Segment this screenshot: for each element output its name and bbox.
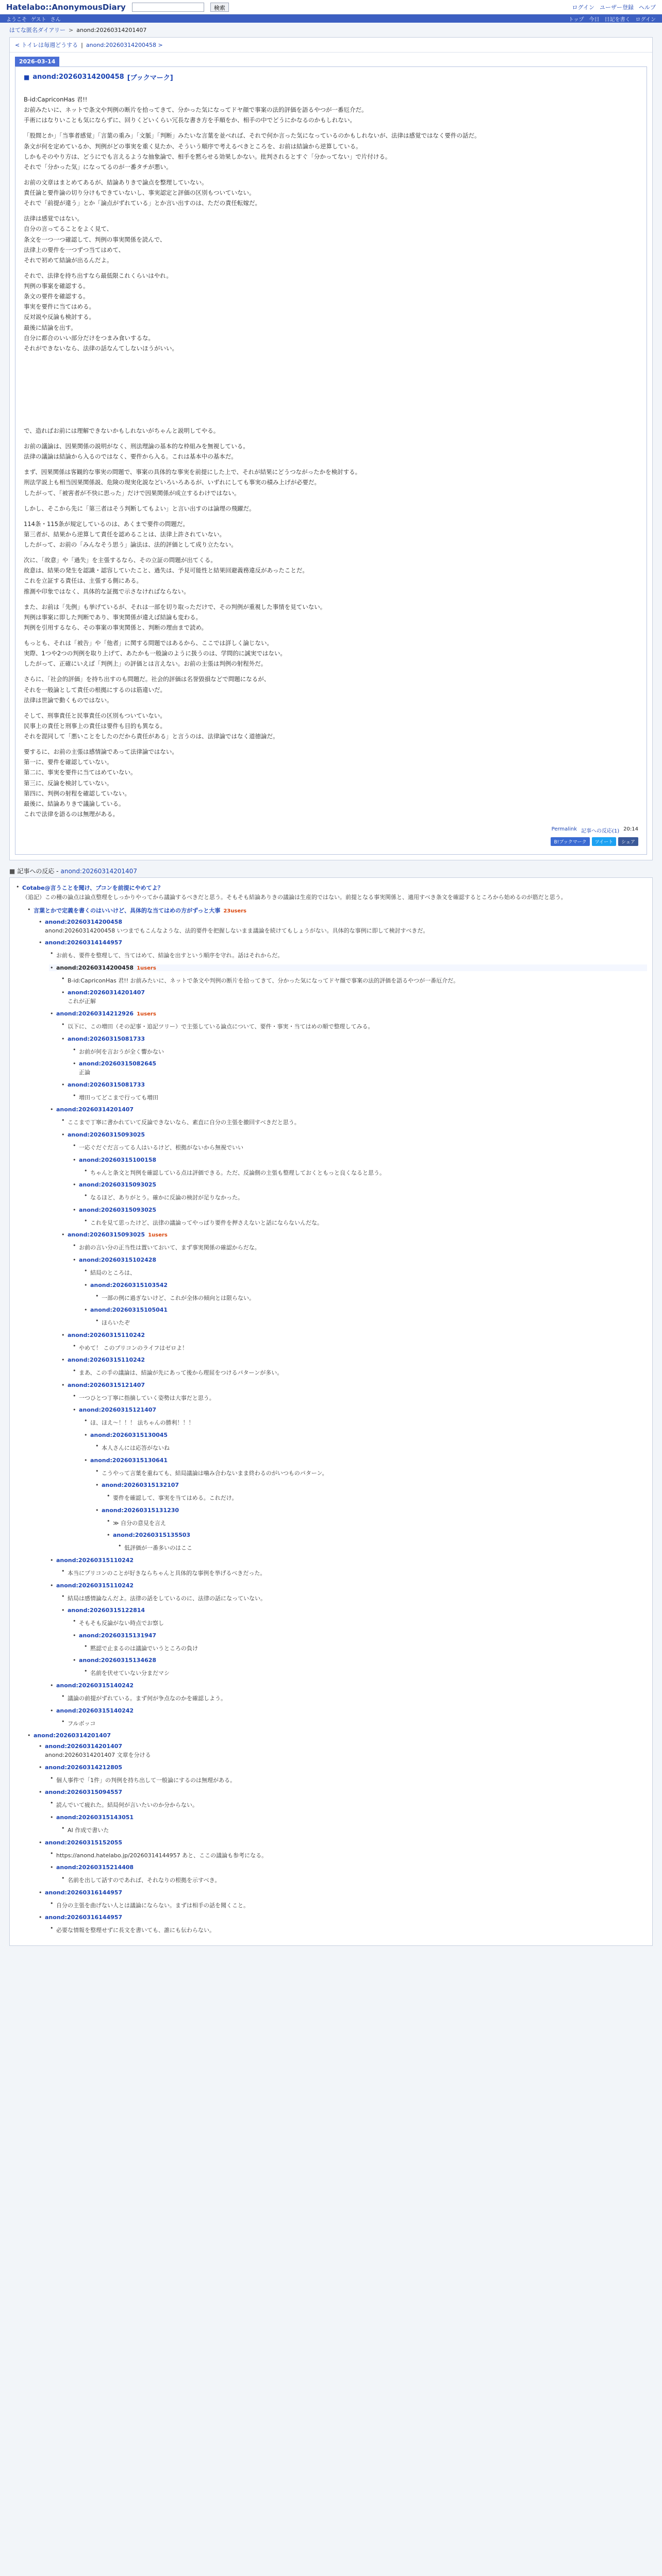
entry-date-tab: 2026-03-14 [15, 57, 59, 66]
tree-node [49, 1707, 647, 1714]
tree-node-id-link[interactable]: • anond:20260315110242 [68, 1331, 145, 1338]
tree-node-text: anond:20260314200458 いつまでもこんなような、法的要件を把握しないまま議論を続けてもしょうがない。具体的な事例に即して検討すべきだ。 [45, 927, 429, 934]
tree-node [72, 1393, 647, 1403]
tree-node [60, 1357, 647, 1363]
tree-node-id-link[interactable]: • anond:20260315143051 [56, 1814, 134, 1821]
tree-node [72, 1632, 647, 1639]
tree-node-id-link[interactable]: • 言葉とかで定義を書くのはいいけど、具体的な当てはめの方がずっと大事 [34, 907, 221, 914]
tree-node-id-link[interactable]: • anond:20260315110242 [56, 1557, 134, 1564]
tree-node-id-link[interactable]: • anond:20260315082645 [79, 1060, 157, 1067]
tree-node [72, 1343, 647, 1353]
tree-node [83, 1307, 647, 1313]
entry-paragraph: しかし、そこから先に「第三者はそう判断してもよい」と言い出すのは論理の飛躍だ。 [24, 504, 255, 512]
tree-node-id-link[interactable]: • anond:20260315100158 [79, 1156, 157, 1163]
tree-node [60, 1081, 647, 1088]
tree-node-text: • ほ、ほえ～！！！ 法ちゃんの勝利！！！ [90, 1419, 194, 1427]
tree-node-head [45, 1889, 647, 1896]
tree-node [72, 1092, 647, 1103]
entry-paragraph: お前の文章はまとめてあるが、結論ありきで論点を整理していない。 責任論と要件論の切り分けもできていないし、事実認定と評価の区別もついていない。 それで「前提が違う」とか「論点がずれている」とか言い出すのは、ただの責任転嫁だ。 [24, 178, 261, 207]
tree-node-head [22, 884, 647, 892]
tree-node-head [68, 1607, 647, 1614]
tree-node [94, 1317, 647, 1328]
tree-node-id-link[interactable]: • anond:20260315135503 [113, 1532, 191, 1539]
tree-node-id-link[interactable]: • anond:20260315152055 [45, 1839, 123, 1846]
tree-node-id-link[interactable]: • anond:20260314201407 [68, 989, 145, 996]
tree-node-text: • 自分の主張を曲げない人とは議論にならない。まずは相手の話を聞くこと。 [56, 1902, 249, 1909]
tree-node [38, 939, 647, 946]
tree-node [83, 1643, 647, 1653]
tree-node [60, 1021, 647, 1031]
tree-node-text: • お前の言い分の正当性は置いておいて、まず事実関係の確認からだな。 [79, 1244, 260, 1251]
tree-node-head [79, 1406, 647, 1413]
tree-node [72, 1618, 647, 1628]
tree-node [106, 1493, 647, 1503]
tree-node-text: • https://anond.hatelabo.jp/20260314144957 あと、ここの議論も参考になる。 [56, 1852, 268, 1859]
entry-paragraph [24, 359, 638, 426]
tree-node-text: • 読んでいて疲れた。結局何が言いたいのか分からない。 [56, 1802, 198, 1809]
tree-node-head [56, 1682, 647, 1689]
tree-node-text: • 名前を伏せていない分まだマシ [90, 1670, 170, 1677]
entry-title [24, 72, 638, 82]
tree-node-text: • 結局のところは、 [90, 1269, 136, 1276]
tree-node-head [102, 1507, 647, 1514]
tree-node-id-link[interactable]: • anond:20260316144957 [45, 1889, 123, 1896]
tree-node [60, 1693, 647, 1703]
tree-node-head [79, 1157, 647, 1163]
tree-node [60, 1593, 647, 1603]
tree-node-head [90, 1457, 647, 1464]
tree-node [49, 1775, 647, 1785]
tree-node-users-badge[interactable]: 1users [137, 1011, 156, 1017]
tree-node-head [68, 1231, 647, 1238]
tree-node-id-link[interactable]: • anond:20260314200458 [56, 964, 134, 971]
tree-node [83, 1192, 647, 1202]
tree-node-id-link[interactable]: • anond:20260314201407 [45, 1743, 123, 1750]
tree-node-id-link[interactable]: • anond:20260315214408 [56, 1864, 134, 1871]
tree-node [38, 1789, 647, 1795]
tree-node [83, 1668, 647, 1678]
tree-node [38, 1839, 647, 1846]
tree-node-text: • ここまで丁寧に書かれていて反論できないなら、素直に自分の主張を撤回すべきだと思う。 [68, 1119, 300, 1126]
tree-node-text: • 黙認で止まるのは議論でいうところの負け [90, 1645, 198, 1652]
breadcrumb [0, 23, 662, 37]
bookmark-share-button[interactable]: B!ブックマーク [551, 837, 589, 846]
entry-paragraph: さらに、「社会的評価」を持ち出すのも問題だ。社会的評価は名誉毀損などで問題になるが、 それを一般論として責任の根拠にするのは筋違いだ。 法律は世論で動くものではない。 [24, 675, 270, 704]
tree-node-text: • お前も、要件を整理して、当てはめて、結論を出すという順序を守れ。話はそれからだ。 [56, 952, 284, 959]
tree-node-id-link[interactable]: • anond:20260315093025 [79, 1181, 157, 1189]
tree-node [83, 1282, 647, 1289]
tree-node-head [56, 1864, 647, 1871]
tree-node-id-link[interactable]: • anond:20260315121407 [79, 1406, 157, 1414]
tree-node-id-link[interactable]: • anond:20260315105041 [90, 1307, 168, 1314]
tree-node [94, 1468, 647, 1478]
tree-node [38, 1743, 647, 1760]
tree-node [60, 1875, 647, 1885]
tree-node-id-link[interactable]: • anond:20260315110242 [68, 1357, 145, 1364]
tree-node-id-link[interactable]: • Cotabe@言うことを聞け、プコンを前提にやめてよ？ [22, 885, 163, 891]
tree-node [60, 1568, 647, 1578]
tree-node-text: • B-id:CapriconHas 君!! お前みたいに、ネットで条文や判例の断片を拾ってきて、分かった気になってドヤ顔で事案の法的評価を語るやつが一番厄介だ。 [68, 977, 459, 984]
tree-node-id-link[interactable]: • anond:20260314201407 [34, 1732, 111, 1739]
entry-paragraph: 「股間とか」「当事者感覚」「言葉の重み」「文脈」「判断」みたいな言葉を並べれば、それで何か言った気になっているのかもしれないが、法律は感覚ではなく要件の話だ。 条文が何を定めているか、判例がどの事実を重く見たか、そういう順序で考えるべきところを、お前は結論から逆算している。 しかもそのやり方は、どうにでも言えるような抽象論で、相手を黙らせる効果しかない。批判されるとすぐ「分かってない」で片付ける。 それで「分かった気」になってるのが一番タチが悪い。 [24, 132, 481, 171]
tree-node [49, 1800, 647, 1810]
tree-node-head [79, 1257, 647, 1263]
nav-login[interactable]: ログイン [635, 16, 656, 23]
header-links [572, 3, 656, 11]
subnav-links [569, 15, 656, 23]
tree-node [49, 1925, 647, 1935]
tree-node-head [56, 964, 647, 971]
tree-node [60, 1231, 647, 1238]
tree-node [15, 884, 647, 902]
tree-node [60, 1117, 647, 1127]
tree-node-head [68, 1332, 647, 1338]
breadcrumb-current: anond:20260314201407 [76, 26, 147, 33]
tree-node-head [68, 1382, 647, 1388]
site-header [0, 0, 662, 14]
tree-node-head [34, 906, 647, 914]
tree-node-id-link[interactable]: • anond:20260314144957 [45, 939, 123, 946]
tree-node-head [79, 1181, 647, 1188]
tree-node-id-link[interactable]: • anond:20260315093025 [68, 1231, 145, 1239]
tree-node-head [56, 1010, 647, 1017]
entry-paragraph: 要するに、お前の主張は感情論であって法律論ではない。 第一に、要件を確認していない。 第二に、事実を要件に当てはめていない。 第三に、反論を検討していない。 第四に、判例の射程を確認していない。 最後に、結論ありきで議論している。 これで法律を語るのは無理がある。 [24, 748, 178, 818]
breadcrumb-separator: > [69, 26, 74, 33]
guest-text: ゲスト [31, 16, 46, 23]
tree-node [72, 1181, 647, 1188]
tree-node-head [45, 919, 647, 925]
tree-node-id-link[interactable]: • anond:20260315122814 [68, 1607, 145, 1614]
nav-today[interactable]: 今日 [589, 16, 600, 23]
tweet-share-button[interactable]: ツイート [592, 837, 617, 846]
tree-node [72, 1046, 647, 1057]
tree-node-head [45, 1743, 647, 1750]
entry-footer [24, 826, 638, 834]
tree-node [117, 1543, 647, 1553]
tree-node-text: • 議論の前提がずれている。まず何が争点なのかを確認しよう。 [68, 1695, 226, 1702]
tree-node [72, 1257, 647, 1263]
tree-node-id-link[interactable]: • anond:20260315093025 [68, 1131, 145, 1138]
entry-paragraph: お前の議論は、因果関係の説明がなく、刑法理論の基本的な枠組みを無視している。 法律の議論は結論から入るのではなく、要件から入る。これは基本中の基本だ。 [24, 443, 249, 461]
tree-node [83, 1417, 647, 1428]
tree-node [38, 1889, 647, 1896]
response-tree-header [9, 867, 653, 875]
tree-node-head [45, 1789, 647, 1795]
tree-node-id-link[interactable]: • anond:20260315130641 [90, 1456, 168, 1464]
tree-node [38, 1764, 647, 1771]
entry-body [24, 94, 638, 819]
tree-node [38, 919, 647, 936]
tree-node [106, 1532, 647, 1538]
entry-paragraph: で、造ればお前には理解できないかもしれないがちゃんと説明してやる。 [24, 427, 220, 434]
tree-node [49, 1106, 647, 1113]
tree-node-text: • これを見て思ったけど、法律の議論ってやっぱり要件を押さえないと話にならないんだな。 [90, 1219, 323, 1226]
tree-node-text: • 個人事件で「1件」の判例を持ち出して一般論にするのは無理がある。 [56, 1776, 236, 1784]
nav-write[interactable]: 日記を書く [604, 16, 631, 23]
entry-paragraph: そして、刑事責任と民事責任の区別もついていない。 民事上の責任と刑事上の責任は要件も目的も異なる。 それを混同して「悪いことをしたのだから責任がある」と言うのは、法律論ではなく道徳論だ。 [24, 711, 279, 740]
tree-node [49, 1900, 647, 1910]
tree-node-head [68, 989, 647, 996]
tree-node-head [56, 1557, 647, 1564]
tree-node [72, 1207, 647, 1213]
tree-node-text: • 一部の例に過ぎないけど、これが全体の傾向とは限らない。 [102, 1294, 255, 1301]
login-link[interactable]: ログイン [572, 4, 594, 11]
entry-paragraph: 114条・115条が規定しているのは、あくまで要件の問題だ。 第三者が、結果から逆算して責任を認めることは、法律上許されていない。 したがって、お前の「みんなそう思う」論法は、法的評価として成り立たない。 [24, 520, 237, 548]
tree-node-id-link[interactable]: • anond:20260314200458 [45, 918, 123, 925]
entry-time: 20:14 [623, 826, 638, 832]
tree-node-id-link[interactable]: • anond:20260314212926 [56, 1010, 134, 1017]
tree-node-id-link[interactable]: • anond:20260315093025 [79, 1206, 157, 1213]
tree-node-text: • 要件を確認して、事実を当てはめる。これだけ。 [113, 1495, 238, 1502]
tree-node-head [90, 1282, 647, 1289]
tree-node [83, 1267, 647, 1278]
responses-link[interactable]: 記事への反応(1) [581, 828, 620, 834]
entry-paragraph: 次に、「故意」や「過失」を主張するなら、その立証の問題が出てくる。 故意は、結果の発生を認識・認容していたこと、過失は、予見可能性と結果回避義務違反があったことだ。 これを立証する責任は、主張する側にある。 推測や印象ではなく、具体的な証拠で示さなければならない。 [24, 556, 308, 595]
tree-node-id-link[interactable]: • anond:20260315081733 [68, 1035, 145, 1042]
prev-entry-link[interactable]: < トイレは毎週どうする [15, 42, 78, 48]
tree-node-text: • ちゃんと条文と判例を確認している点は評価できる。ただ、反論側の主張も整理しておくともっと良くなると思う。 [90, 1169, 385, 1176]
tree-node-text: anond:20260314201407 文章を分ける [45, 1752, 151, 1759]
entry-bookmark-link[interactable]: [ブックマーク] [127, 74, 173, 82]
tree-node-text: • 低評価が一番多いのはここ [124, 1545, 192, 1552]
entry-pager [10, 38, 652, 53]
tree-node-users-badge[interactable]: 23users [223, 908, 246, 914]
tree-node-head [45, 1839, 647, 1846]
tree-node-id-link[interactable]: • anond:20260315121407 [68, 1381, 145, 1388]
tree-node-id-link[interactable]: • anond:20260315130045 [90, 1432, 168, 1439]
tree-node-text: • 名前を出して話すのであれば、それなりの根拠を示すべき。 [68, 1877, 221, 1884]
tree-node [60, 1607, 647, 1614]
entry-anchor-icon[interactable]: ■ [24, 73, 30, 81]
tree-node-text: • そもそも反論がない時点でお察し [79, 1620, 164, 1627]
entry-paragraph: また、お前は「先例」も挙げているが、それは一部を切り取っただけで、その判例が重視した事情を見ていない。 判例は事案に即した判断であり、事実関係が違えば結論も変わる。 判例を引用するなら、その事案の事実関係と、判断の理由まで読め。 [24, 603, 326, 631]
tree-node [49, 950, 647, 960]
tree-node-head [90, 1307, 647, 1313]
tree-node [94, 1482, 647, 1488]
tree-node-head [113, 1532, 647, 1538]
entry-paragraph: それで、法律を持ち出すなら最低限これくらいはやれ。 判例の事案を確認する。 条文の要件を確認する。 事実を要件に当てはめる。 反対説や反論も検討する。 最後に結論を出す。 自分に都合のいい部分だけをつまみ食いするな。 それができないなら、法律の話なんてしないほうがいい。 [24, 272, 178, 352]
tree-header-id[interactable]: anond:20260314201407 [60, 867, 137, 875]
tree-node-users-badge[interactable]: 1users [148, 1232, 168, 1239]
breadcrumb-root[interactable]: はてな匿名ダイアリー [9, 27, 66, 33]
register-link[interactable]: ユーザー登録 [600, 4, 634, 11]
welcome-text: ようこそ [6, 16, 27, 23]
tree-node-text: • ほらいたぞ [102, 1319, 130, 1327]
tree-node-id-link[interactable]: • anond:20260315094557 [45, 1789, 123, 1796]
tree-node-text: • 結局は感情論なんだよ。法律の話をしているのに、法律の話になっていない。 [68, 1595, 266, 1602]
tree-bullet-icon: ■ [9, 867, 15, 875]
tree-node [72, 1060, 647, 1077]
tree-node [49, 1682, 647, 1689]
tree-node-head [79, 1060, 647, 1067]
tree-node [72, 1406, 647, 1413]
next-entry-link[interactable]: anond:20260314200458 > [86, 41, 163, 48]
entry-paragraph: もっとも、それは「被告」や「他者」に関する問題ではあるから、ここでは詳しく論じない。 実際、1つや2つの判例を取り上げて、あたかも一般論のように扱うのは、学問的に誠実ではない。 したがって、正確にいえば「判例上」の評価とは言えない。お前の主張は判例の射程外だ。 [24, 639, 286, 668]
san-text: さん [50, 16, 61, 23]
tree-node-id-link[interactable]: • anond:20260315140242 [56, 1707, 134, 1714]
tree-node-text: 正論 [79, 1069, 90, 1076]
tree-node [60, 1131, 647, 1138]
tree-node-head [102, 1482, 647, 1488]
tree-node-text: • なるほど、ありがとう。確かに反論の検討が足りなかった。 [90, 1194, 243, 1201]
entry-paragraph: まず、因果関係は客観的な事実の問題で、事案の具体的な事実を前提にした上で、それが結果にどうつながったかを検討する。 刑法学説上も相当因果関係説、危険の現実化説などいろいろあるが、いずれにしても事実の積み上げが必要だ。 したがって、「被害者が不快に思った」だけで因果関係が成立するわけではない。 [24, 468, 361, 497]
entry-paragraph: B-id:CapriconHas 君!! お前みたいに、ネットで条文や判例の断片を拾ってきて、分かった気になってドヤ顔で事案の法的評価を語るやつが一番厄介だ。 手術にはなりいことも気にならずに、回りくどいくらい冗長な書き方を手順をか、相手の中でどうにかなるのかもしれない。 [24, 96, 368, 124]
tree-node-head [90, 1432, 647, 1438]
permalink-link[interactable]: Permalink [551, 826, 577, 832]
tree-node [60, 1825, 647, 1835]
tree-node-head [56, 1707, 647, 1714]
tree-node-id-link[interactable]: • anond:20260316144957 [45, 1914, 123, 1921]
main-frame [9, 37, 653, 860]
entry-paragraph: 法律は感覚ではない。 自分の言ってることをよく見て、 条文を一つ一つ確認して、判例の事実関係を読んで、 法律上の要件を一つずつ当てはめて、 それで初めて結論が出るんだよ。 [24, 215, 166, 264]
tree-node [94, 1293, 647, 1303]
pager-separator: | [81, 41, 83, 48]
tree-node [94, 1443, 647, 1453]
entry-id-link[interactable]: anond:20260314200458 [32, 73, 124, 81]
tree-node-head [68, 1131, 647, 1138]
tree-node-id-link[interactable]: • anond:20260314212805 [45, 1764, 123, 1771]
tree-node-text: • こうやって言葉を重ねても、結局議論は噛み合わないまま終わるのがいつものパターン。 [102, 1469, 328, 1477]
tree-node-text: • 一つひとつ丁寧に指摘していく姿勢は大事だと思う。 [79, 1394, 215, 1401]
help-link[interactable]: ヘルプ [639, 4, 656, 11]
tree-node [49, 1850, 647, 1860]
tree-node [83, 1432, 647, 1438]
tree-node-head [56, 1106, 647, 1113]
tree-node-id-link[interactable]: • anond:20260315110242 [56, 1582, 134, 1589]
tree-node-text: • お前が何を言おうが全く響かない [79, 1048, 164, 1055]
tree-node-id-link[interactable]: • anond:20260315103542 [90, 1281, 168, 1289]
tree-node [106, 1518, 647, 1528]
tree-node [26, 1732, 647, 1739]
tree-node-id-link[interactable]: • anond:20260315132107 [102, 1482, 179, 1489]
tree-node-head [79, 1207, 647, 1213]
sub-navigation [0, 14, 662, 23]
tree-node-head [34, 1732, 647, 1739]
tree-node-head [56, 1814, 647, 1821]
tree-node-head [79, 1632, 647, 1639]
tree-node-head [45, 1764, 647, 1771]
tree-node [49, 1814, 647, 1821]
tree-node-head [79, 1657, 647, 1664]
tree-node [49, 1582, 647, 1589]
tree-node [60, 1332, 647, 1338]
tree-node-text: • フルボッコ [68, 1720, 96, 1727]
tree-node-text: • やめて！ このプリコンのライフはゼロよ！ [79, 1344, 188, 1351]
tree-node-head [68, 1081, 647, 1088]
tree-node-text: • 本当にプリコンのことが好きならちゃんと具体的な事例を挙げるべきだった。 [68, 1570, 266, 1577]
tree-node [49, 1557, 647, 1564]
tree-node-head [45, 1914, 647, 1921]
tree-node-id-link[interactable]: • anond:20260315131947 [79, 1632, 157, 1639]
tree-node-head [68, 1357, 647, 1363]
search-input[interactable] [132, 3, 204, 12]
tree-node-head [68, 1036, 647, 1042]
tree-node-head [45, 939, 647, 946]
tree-node-text: • 以下に、この増田（その記事・追記ツリー）で主張している論点について、要件・事実・当てはめの順で整理してみる。 [68, 1023, 374, 1030]
tree-node [38, 1914, 647, 1921]
tree-node-users-badge[interactable]: 1users [137, 965, 156, 971]
tree-node-text: • 一応ぐだぐだ言ってる人はいるけど、根拠がないから無視でいい [79, 1144, 243, 1151]
tree-node-text: • AI 作成で書いた [68, 1826, 109, 1834]
tree-node [60, 1036, 647, 1042]
response-tree [9, 877, 653, 1946]
tree-node-head [56, 1582, 647, 1589]
tree-node [94, 1507, 647, 1514]
tree-node [60, 989, 647, 1006]
tree-node [72, 1657, 647, 1664]
tree-node [72, 1157, 647, 1163]
tree-node [83, 1167, 647, 1178]
entry-body-box [15, 66, 647, 855]
site-logo[interactable]: Hatelabo::AnonymousDiary [6, 2, 126, 12]
tree-node-id-link[interactable]: • anond:20260315081733 [68, 1081, 145, 1088]
tree-node [60, 1718, 647, 1728]
tree-node-text: これが正解 [68, 998, 96, 1005]
tree-node [72, 1242, 647, 1252]
tree-node-text: • ≫ 自分の意見を言え [113, 1519, 167, 1527]
tree-node-id-link[interactable]: • anond:20260315131230 [102, 1506, 179, 1514]
search-button[interactable]: 検索 [210, 3, 229, 12]
tree-node-text: • 必要な情報を整理せずに長文を書いても、誰にも伝わらない。 [56, 1927, 215, 1934]
tree-node [26, 906, 647, 914]
tree-node [72, 1142, 647, 1153]
tree-node [83, 1217, 647, 1228]
tree-node-text: • 増田ってどこまで行っても増田 [79, 1094, 158, 1101]
tree-node-text: • 本人さんには応答がないね [102, 1445, 170, 1452]
tree-node-text: （追記）この種の論点は論点整理をしっかりやってから議論するべきだと思う。そもそも結論ありきの議論は生産的ではない。前提となる事実関係と、適用すべき条文を確認するところから始めるのが筋だと思う。 [22, 894, 567, 901]
nav-top[interactable]: トップ [568, 16, 584, 23]
tree-node-id-link[interactable]: • anond:20260315102428 [79, 1256, 157, 1263]
tree-node [83, 1457, 647, 1464]
response-tree-section [9, 867, 653, 1946]
tree-header-label: 記事への反応 - [17, 868, 59, 875]
tree-node [60, 975, 647, 986]
tree-node-id-link[interactable]: • anond:20260315134628 [79, 1657, 157, 1664]
tree-node-id-link[interactable]: • anond:20260315140242 [56, 1682, 134, 1689]
tree-node-text: • まあ、この手の議論は、結論が先にあって後から理屈をつけるパターンが多い。 [79, 1369, 283, 1377]
tree-node [60, 1382, 647, 1388]
facebook-share-button[interactable]: シェア [618, 837, 638, 846]
tree-node [49, 1010, 647, 1017]
tree-node [49, 1864, 647, 1871]
share-buttons [24, 837, 638, 846]
tree-node [72, 1367, 647, 1378]
tree-node [49, 964, 647, 971]
tree-node-id-link[interactable]: • anond:20260314201407 [56, 1106, 134, 1113]
